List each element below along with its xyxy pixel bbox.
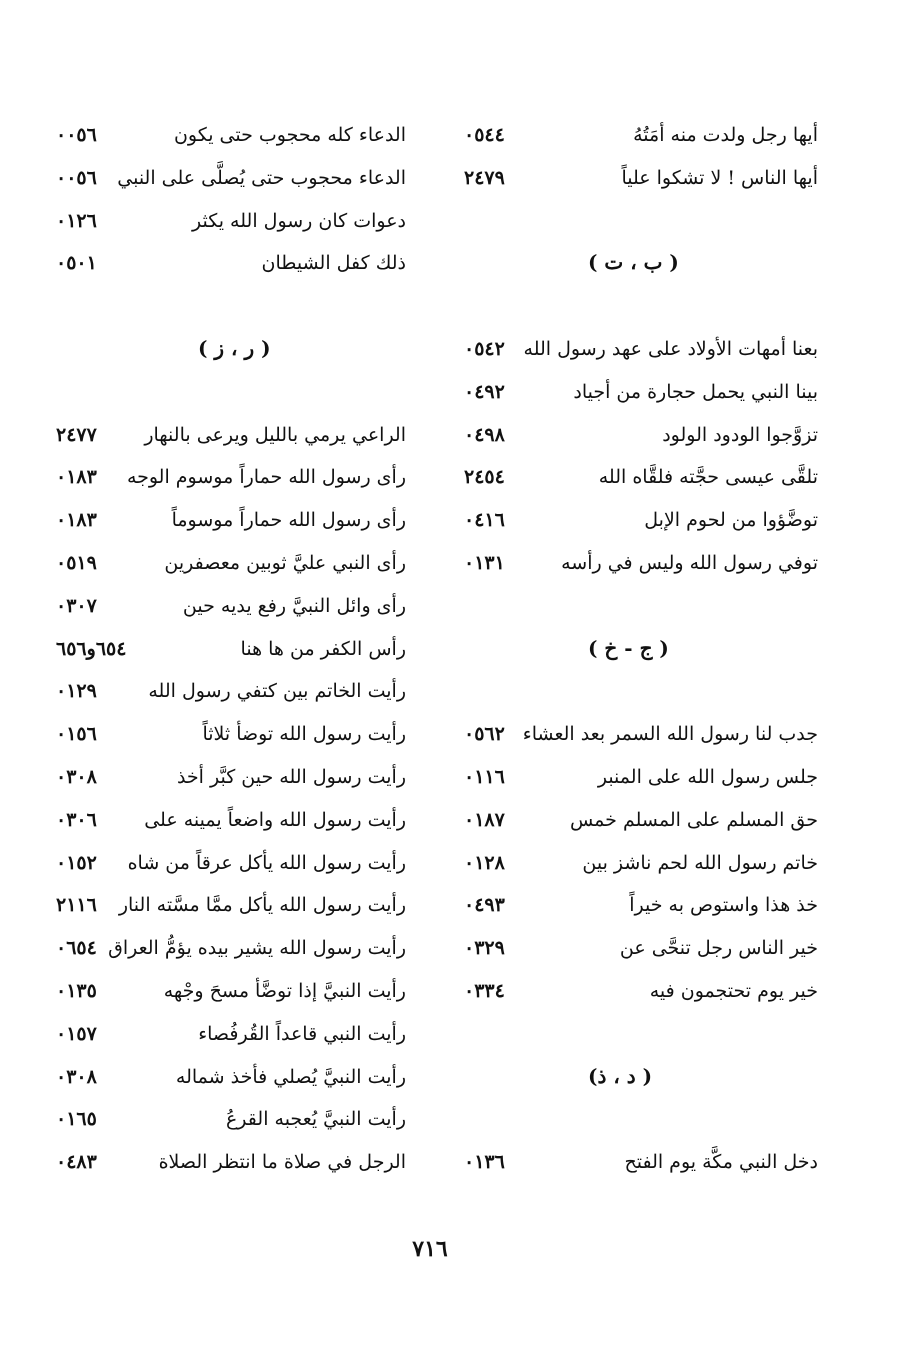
hadith-incipit: رأيت الخاتم بين كتفي رسول الله [148, 680, 406, 703]
hadith-number: ٠٤٩٣ [464, 894, 505, 917]
hadith-number: ٠١٢٦ [56, 209, 97, 232]
hadith-incipit: ذلك كفل الشيطان [261, 252, 406, 275]
left-index-column [48, 118, 418, 1188]
hadith-number: ٠١٣٥ [56, 979, 97, 1002]
hadith-number: ٠٣٣٤ [464, 979, 505, 1002]
hadith-incipit: رأيت النبي قاعداً القُرفُصاء [198, 1022, 406, 1045]
spacer [458, 289, 818, 332]
index-entry [458, 460, 818, 503]
hadith-number: ٠١٣١ [464, 551, 505, 574]
hadith-incipit: خذ هذا واستوص به خيراً [629, 894, 818, 917]
spacer [458, 674, 818, 717]
hadith-incipit: الراعي يرمي بالليل ويرعى بالنهار [144, 423, 406, 446]
hadith-number: ٢٤٧٩ [464, 166, 505, 189]
hadith-number: ٠٤١٦ [464, 509, 505, 532]
index-entry [48, 204, 418, 247]
hadith-incipit: توضَّؤوا من لحوم الإبل [644, 509, 818, 532]
index-entry [48, 503, 418, 546]
hadith-number: ٠٤٨٣ [56, 1151, 97, 1174]
index-entry [48, 418, 418, 461]
hadith-incipit: رأيت رسول الله توضأ ثلاثاً [202, 723, 406, 746]
hadith-incipit: حق المسلم على المسلم خمس [569, 808, 818, 831]
page-number: ٧١٦ [412, 1236, 448, 1262]
hadith-incipit: تزوَّجوا الودود الولود [662, 423, 818, 446]
index-entry [48, 546, 418, 589]
spacer [458, 1102, 818, 1145]
hadith-number: ٢٤٧٧ [56, 423, 97, 446]
index-entry [48, 974, 418, 1017]
hadith-number: ٠٥٦٢ [464, 723, 505, 746]
hadith-incipit: جدب لنا رسول الله السمر بعد العشاء [522, 723, 818, 746]
index-entry [458, 118, 818, 161]
spacer [48, 289, 418, 332]
index-entry [48, 632, 418, 675]
index-entry [48, 1102, 418, 1145]
hadith-number: ٠٥٠١ [56, 252, 97, 275]
section-heading-label: ( ر ، ز ) [198, 335, 271, 360]
hadith-incipit: رأس الكفر من ها هنا [240, 637, 406, 660]
index-entry [458, 546, 818, 589]
index-entry [48, 246, 418, 289]
index-entry [458, 846, 818, 889]
index-entry [48, 888, 418, 931]
section-heading [458, 632, 818, 675]
hadith-number: ٠٠٥٦ [56, 166, 97, 189]
hadith-number: ٠٤٩٨ [464, 423, 505, 446]
hadith-number: ٠٣٠٨ [56, 1065, 97, 1088]
hadith-incipit: خاتم رسول الله لحم ناشز بين [582, 851, 818, 874]
hadith-incipit: رأيت رسول الله واضعاً يمينه على [144, 808, 406, 831]
index-entry [48, 803, 418, 846]
hadith-number: ٠١٢٩ [56, 680, 97, 703]
hadith-number: ٠٥٤٤ [464, 124, 505, 146]
index-entry [48, 1017, 418, 1060]
section-heading [458, 1060, 818, 1103]
hadith-number: ٠١١٦ [464, 765, 505, 788]
hadith-incipit: رأيت رسول الله يأكل ممَّا مسَّته النار [118, 894, 406, 917]
section-heading-label: ( د ، ذ) [588, 1063, 653, 1088]
hadith-number: ٠٣٠٧ [56, 594, 97, 617]
hadith-incipit: رأى وائل النبيَّ رفع يديه حين [182, 594, 406, 617]
hadith-incipit: جلس رسول الله على المنبر [597, 765, 818, 788]
spacer [458, 204, 818, 247]
hadith-incipit: رأيت رسول الله حين كبَّر أخذ [176, 765, 406, 788]
section-heading-label: ( ب ، ت ) [588, 250, 679, 275]
hadith-incipit: رأى رسول الله حماراً موسوماً [171, 509, 406, 532]
index-entry [458, 888, 818, 931]
hadith-incipit: رأى النبي عليَّ ثوبين معصفرين [164, 551, 406, 574]
hadith-incipit: بينا النبي يحمل حجارة من أجياد [573, 380, 818, 403]
hadith-incipit: الدعاء كله محجوب حتى يكون [173, 124, 406, 146]
hadith-incipit: دخل النبي مكَّة يوم الفتح [624, 1151, 818, 1174]
hadith-incipit: رأيت رسول الله يشير بيده يؤمُّ العراق [108, 937, 406, 960]
index-entry [48, 460, 418, 503]
index-entry [48, 931, 418, 974]
hadith-incipit: بعنا أمهات الأولاد على عهد رسول الله [523, 337, 818, 360]
index-entry [458, 375, 818, 418]
index-entry [48, 589, 418, 632]
hadith-number: ٠٣٠٦ [56, 808, 97, 831]
index-entry [48, 1060, 418, 1103]
hadith-incipit: أيها الناس ! لا تشكوا علياً [621, 166, 818, 189]
hadith-incipit: دعوات كان رسول الله يكثر [192, 209, 406, 232]
hadith-incipit: توفي رسول الله وليس في رأسه [561, 551, 818, 574]
hadith-number: ٠١٨٣ [56, 509, 97, 532]
hadith-number: ٠١٢٨ [464, 851, 505, 874]
index-entry [48, 118, 418, 161]
hadith-number: ٠١٥٦ [56, 723, 97, 746]
index-entry [48, 846, 418, 889]
index-entry [458, 717, 818, 760]
spacer [458, 589, 818, 632]
right-index-column [458, 118, 818, 1188]
index-entry [458, 931, 818, 974]
hadith-number: ٠١٣٦ [464, 1151, 505, 1174]
index-entry [458, 760, 818, 803]
hadith-number: ٠٠٥٦ [56, 124, 97, 146]
section-heading-label: ( ج - خ ) [588, 635, 669, 660]
hadith-number: ٠١٥٢ [56, 851, 97, 874]
section-heading [48, 332, 418, 375]
hadith-incipit: رأى رسول الله حماراً موسوم الوجه [126, 466, 406, 489]
index-entry [458, 1145, 818, 1188]
spacer [48, 375, 418, 418]
hadith-number: ٢١١٦ [56, 894, 97, 917]
hadith-number: ٢٤٥٤ [464, 466, 505, 489]
hadith-number: ٠٥٤٢ [464, 337, 505, 360]
hadith-incipit: الرجل في صلاة ما انتظر الصلاة [158, 1151, 406, 1174]
section-heading [458, 246, 818, 289]
hadith-number: ٠٣٠٨ [56, 765, 97, 788]
hadith-incipit: رأيت النبيَّ إذا توضَّأ مسحَ وجْهه [163, 979, 406, 1002]
index-entry [48, 674, 418, 717]
hadith-number: ٠٥١٩ [56, 551, 97, 574]
index-entry [48, 161, 418, 204]
index-entry [48, 760, 418, 803]
hadith-number: ٠١٦٥ [56, 1108, 97, 1131]
hadith-number: ٠١٥٧ [56, 1022, 97, 1045]
hadith-number: ٠١٨٧ [464, 808, 505, 831]
hadith-incipit: رأيت رسول الله يأكل عرقاً من شاه [127, 851, 406, 874]
index-entry [458, 161, 818, 204]
hadith-number: ٠١٨٣ [56, 466, 97, 489]
hadith-incipit: خير يوم تحتجمون فيه [649, 979, 818, 1002]
index-entry [48, 717, 418, 760]
index-entry [458, 503, 818, 546]
hadith-incipit: رأيت النبيَّ يُعجبه القرعُ [225, 1108, 406, 1131]
index-entry [458, 418, 818, 461]
hadith-incipit: رأيت النبيَّ يُصلي فأخذ شماله [175, 1065, 406, 1088]
hadith-number: ٠٣٢٩ [464, 937, 505, 960]
hadith-number: ٦٥٤و٦٥٦ [56, 637, 127, 660]
index-entry [458, 974, 818, 1017]
spacer [458, 1017, 818, 1060]
hadith-number: ٠٤٩٢ [464, 380, 505, 403]
hadith-incipit: أيها رجل ولدت منه أمَتُهُ [633, 124, 818, 146]
index-entry [458, 332, 818, 375]
hadith-incipit: الدعاء محجوب حتى يُصلَّى على النبي [117, 166, 406, 189]
index-entry [458, 803, 818, 846]
index-entry [48, 1145, 418, 1188]
hadith-incipit: تلقَّى عيسى حجَّته فلقَّاه الله [598, 466, 818, 489]
hadith-incipit: خير الناس رجل تنحَّى عن [619, 937, 818, 960]
hadith-number: ٠٦٥٤ [56, 937, 97, 960]
